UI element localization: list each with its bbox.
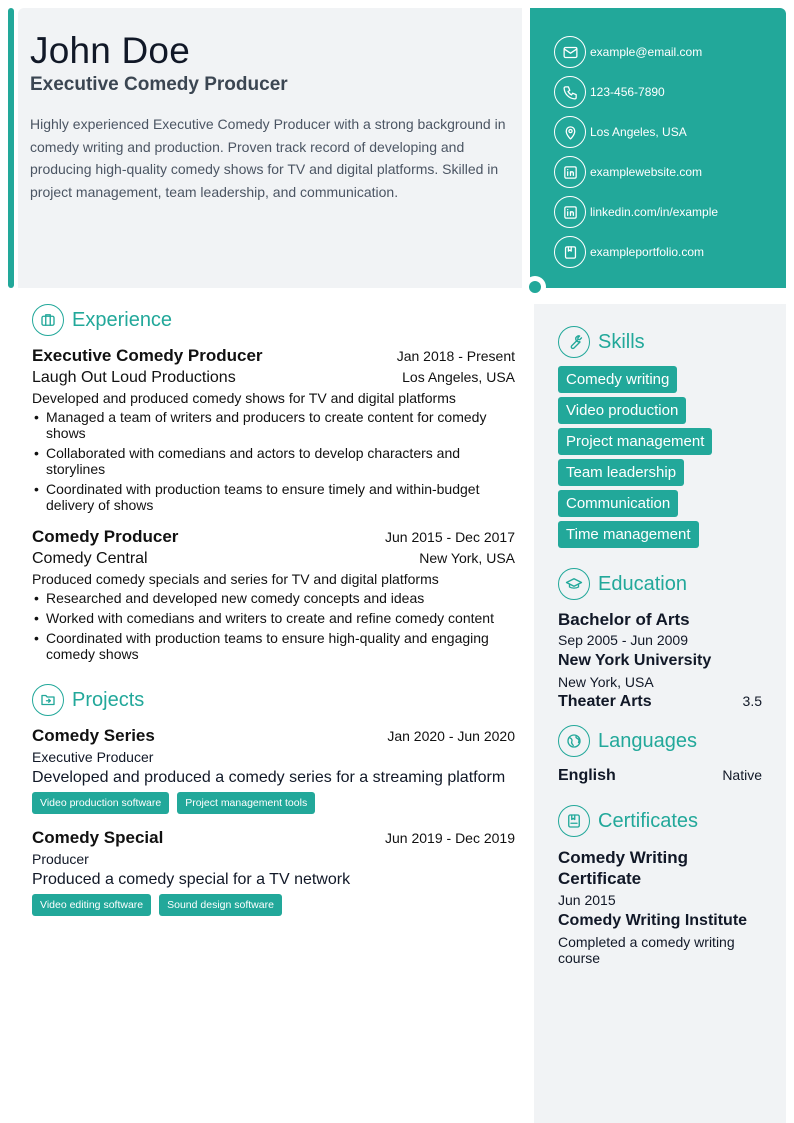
section-heading <box>32 684 515 716</box>
section-title: Languages <box>598 729 697 752</box>
tag: Project management tools <box>177 792 315 814</box>
job-description: Developed and produced comedy shows for TV and digital platforms <box>32 390 456 406</box>
contact-email[interactable] <box>554 32 786 72</box>
skill-tag: Time management <box>558 521 699 548</box>
project-role: Executive Producer <box>32 749 154 765</box>
contact-text: linkedin.com/in/example <box>590 205 719 219</box>
contact-text: exampleportfolio.com <box>590 245 705 259</box>
main-column <box>32 304 515 916</box>
project-description: Developed and produced a comedy series for a streaming platform <box>32 769 506 786</box>
location-icon <box>554 116 586 148</box>
job-location: Los Angeles, USA <box>402 369 515 385</box>
section-heading <box>558 568 762 600</box>
section-heading <box>32 304 515 336</box>
candidate-role: Executive Comedy Producer <box>30 74 288 95</box>
language-level: Native <box>722 767 762 783</box>
edu-field: Theater Arts <box>558 693 652 710</box>
contact-text: examplewebsite.com <box>590 165 703 179</box>
list-item: • Managed a team of writers and producers to create content for comedy shows <box>32 409 515 441</box>
briefcase-icon <box>32 304 64 336</box>
job-date: Jan 2018 - Present <box>396 348 515 364</box>
tag: Video editing software <box>32 894 151 916</box>
section-heading <box>558 805 762 837</box>
job-title: Executive Comedy Producer <box>32 346 263 365</box>
list-item: • Researched and developed new comedy concepts and ideas <box>32 590 515 606</box>
sidebar <box>534 304 786 1123</box>
skills-list <box>558 366 762 552</box>
job-bullets <box>32 590 515 662</box>
graduation-cap-icon <box>558 568 590 600</box>
edu-degree: Bachelor of Arts <box>558 610 690 629</box>
job-description: Produced comedy specials and series for TV and digital platforms <box>32 571 439 587</box>
list-item: • Worked with comedians and writers to create and refine comedy content <box>32 610 515 626</box>
project-role: Producer <box>32 851 89 867</box>
project-tags <box>32 894 515 916</box>
edu-school: New York University <box>558 652 712 669</box>
languages-section <box>558 725 762 785</box>
cert-date: Jun 2015 <box>558 892 616 908</box>
skill-tag: Video production <box>558 397 686 424</box>
list-item: • Coordinated with production teams to ensure high-quality and engaging comedy shows <box>32 630 515 662</box>
project-item <box>32 828 515 916</box>
list-item: • Coordinated with production teams to ensure timely and within-budget delivery of shows <box>32 481 515 513</box>
skills-section <box>558 326 762 552</box>
cert-name: Comedy Writing Certificate <box>558 848 689 888</box>
section-title: Education <box>598 572 687 595</box>
job-date: Jun 2015 - Dec 2017 <box>385 529 515 545</box>
contact-text: Los Angeles, USA <box>590 125 687 139</box>
portfolio-icon <box>554 236 586 268</box>
linkedin-icon <box>554 196 586 228</box>
section-title: Experience <box>72 308 173 331</box>
project-description: Produced a comedy special for a TV network <box>32 871 351 888</box>
skill-tag: Team leadership <box>558 459 684 486</box>
job-company: Laugh Out Loud Productions <box>32 369 236 386</box>
tag: Video production software <box>32 792 169 814</box>
project-title: Comedy Special <box>32 828 164 847</box>
candidate-name: John Doe <box>30 30 190 71</box>
project-title: Comedy Series <box>32 726 155 745</box>
project-date: Jun 2019 - Dec 2019 <box>385 830 515 846</box>
timeline-dot <box>529 281 541 293</box>
contact-website[interactable] <box>554 152 786 192</box>
certificates-section <box>558 805 762 966</box>
experience-item <box>32 346 515 513</box>
wrench-icon <box>558 326 590 358</box>
skill-tag: Comedy writing <box>558 366 677 393</box>
job-bullets <box>32 409 515 513</box>
phone-icon <box>554 76 586 108</box>
edu-date: Sep 2005 - Jun 2009 <box>558 632 688 648</box>
list-item: • Collaborated with comedians and actors to develop characters and storylines <box>32 445 515 477</box>
folder-icon <box>32 684 64 716</box>
contact-portfolio[interactable] <box>554 232 786 272</box>
contact-phone[interactable] <box>554 72 786 112</box>
section-title: Skills <box>598 330 645 353</box>
mail-icon <box>554 36 586 68</box>
skill-tag: Communication <box>558 490 678 517</box>
contact-text: 123-456-7890 <box>590 85 665 99</box>
project-tags <box>32 792 515 814</box>
cert-description: Completed a comedy writing course <box>558 934 735 966</box>
edu-score: 3.5 <box>742 693 762 709</box>
contact-location <box>554 112 786 152</box>
contact-text: example@email.com <box>590 45 703 59</box>
edu-location: New York, USA <box>558 674 654 690</box>
language-item <box>558 767 762 785</box>
section-title: Projects <box>72 688 145 711</box>
project-item <box>32 726 515 814</box>
contact-panel <box>530 8 786 288</box>
job-company: Comedy Central <box>32 550 148 567</box>
projects-section <box>32 684 515 916</box>
education-section <box>558 568 762 711</box>
summary-text: Highly experienced Executive Comedy Producer with a strong background in comedy writing and production. Proven track record of developing and producing high-quality comedy shows for TV and digital platforms. Skilled in project management, team leadership, and communication. <box>30 116 506 200</box>
project-date: Jan 2020 - Jun 2020 <box>387 728 515 744</box>
section-heading <box>558 725 762 757</box>
accent-bar <box>8 8 14 288</box>
experience-item <box>32 527 515 662</box>
skill-tag: Project management <box>558 428 712 455</box>
header-summary-panel <box>18 8 522 288</box>
experience-section <box>32 304 515 662</box>
globe-icon <box>558 725 590 757</box>
section-heading <box>558 326 762 358</box>
certificate-icon <box>558 805 590 837</box>
language-name: English <box>558 767 616 784</box>
job-location: New York, USA <box>419 550 515 566</box>
section-title: Certificates <box>598 809 699 832</box>
job-title: Comedy Producer <box>32 527 179 546</box>
cert-org: Comedy Writing Institute <box>558 912 748 929</box>
linkedin-icon <box>554 156 586 188</box>
tag: Sound design software <box>159 894 282 916</box>
contact-linkedin[interactable] <box>554 192 786 232</box>
